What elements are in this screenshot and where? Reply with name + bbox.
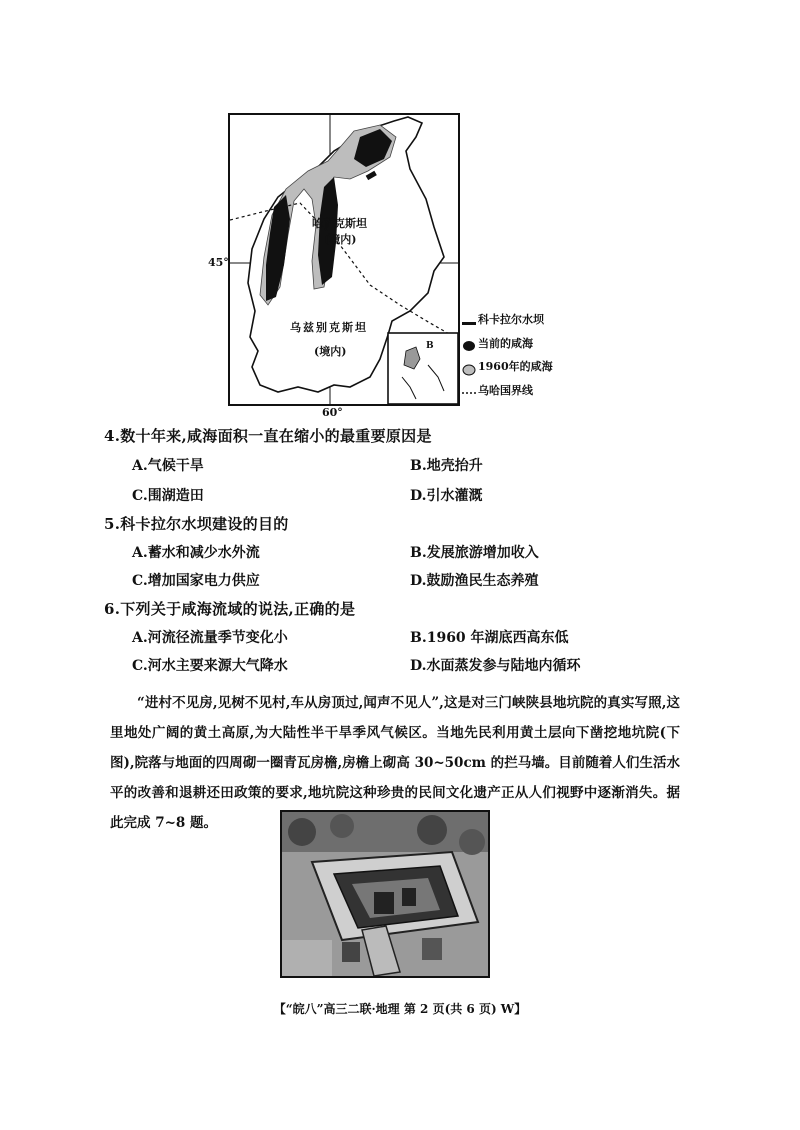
legend-current-sea xyxy=(462,332,553,356)
page-footer: 【“皖八”高三二联·地理 第 2 页(共 6 页) W】 xyxy=(273,1002,527,1016)
current-sea-icon xyxy=(462,337,476,349)
label-uzbekistan: 乌兹别克斯坦 xyxy=(290,321,368,334)
question-4-option-c: C.围湖造田 xyxy=(132,488,204,504)
cave-courtyard-photo xyxy=(280,810,490,978)
dam-bar-icon xyxy=(462,314,476,326)
question-5-option-a: A.蓄水和减少水外流 xyxy=(132,545,260,561)
question-6-option-a: A.河流径流量季节变化小 xyxy=(132,630,288,646)
question-4-option-b: B.地壳抬升 xyxy=(410,458,483,474)
legend-border xyxy=(462,379,553,403)
question-5-option-b: B.发展旅游增加收入 xyxy=(410,545,539,561)
sea-1960-icon xyxy=(462,361,476,373)
legend-border-label: 乌哈国界线 xyxy=(478,383,533,397)
label-kazakhstan-sub: (境内) xyxy=(324,233,357,246)
question-4-option-a: A.气候干旱 xyxy=(132,458,204,474)
map-drawing xyxy=(230,115,458,404)
question-4-stem: 4.数十年来,咸海面积一直在缩小的最重要原因是 xyxy=(104,427,432,445)
legend-dam xyxy=(462,308,553,332)
courtyard-illustration xyxy=(282,812,488,976)
legend-current-sea-label: 当前的咸海 xyxy=(478,336,533,350)
passage-paragraph: “进村不见房,见树不见村,车从房顶过,闻声不见人”,这是对三门峡陕县地坑院的真实写照,这里地处广阔的黄土高原,为大陆性半干旱季风气候区。当地先民利用黄土层向下凿挖地坑院(下图),院落与地面的四周砌一圈青瓦房檐,房檐上砌高 30~50cm 的拦马墙。目前随着人们生活水平的改善和退耕还田政策的要求,地坑院这种珍贵的民间文化遗产正从人们视野中逐渐消失。据此完成 7~8 题。 xyxy=(110,695,680,831)
latitude-label: 45° xyxy=(208,256,229,269)
question-6-option-c: C.河水主要来源大气降水 xyxy=(132,658,288,674)
legend-dam-label: 科卡拉尔水坝 xyxy=(478,313,544,326)
aral-sea-map xyxy=(228,113,460,406)
inset-letter: B xyxy=(426,341,434,351)
legend-sea-1960-label: 1960年的咸海 xyxy=(478,360,553,373)
question-6-option-b: B.1960 年湖底西高东低 xyxy=(410,630,569,646)
question-5-stem: 5.科卡拉尔水坝建设的目的 xyxy=(104,515,289,533)
question-6-stem: 6.下列关于咸海流域的说法,正确的是 xyxy=(104,600,356,618)
question-5-option-d: D.鼓励渔民生态养殖 xyxy=(410,573,539,589)
question-5-option-c: C.增加国家电力供应 xyxy=(132,573,260,589)
inset-box xyxy=(388,333,458,404)
border-dashed-icon xyxy=(462,384,476,396)
map-legend xyxy=(462,308,553,402)
question-6-option-d: D.水面蒸发参与陆地内循环 xyxy=(410,658,581,674)
label-uzbekistan-sub: (境内) xyxy=(314,345,347,358)
longitude-label: 60° xyxy=(322,406,343,419)
legend-sea-1960 xyxy=(462,355,553,379)
question-4-option-d: D.引水灌溉 xyxy=(410,488,483,504)
label-kazakhstan: 哈萨克斯坦 xyxy=(312,217,367,230)
